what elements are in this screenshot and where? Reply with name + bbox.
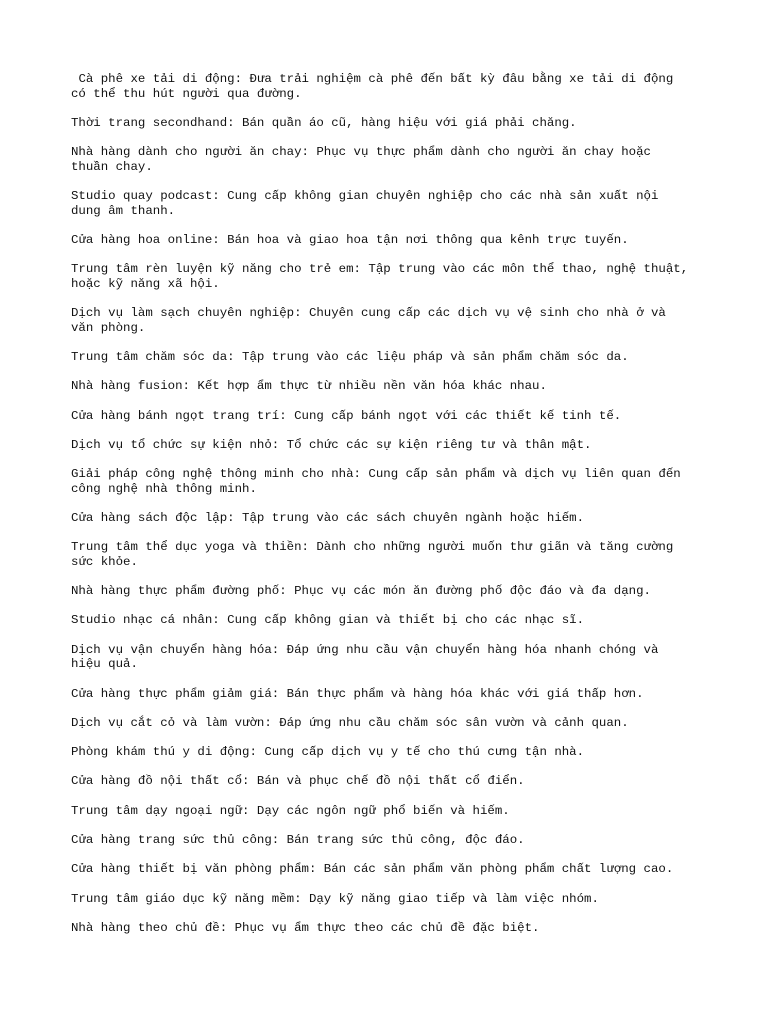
- business-idea-paragraph: Giải pháp công nghệ thông minh cho nhà: Cung cấp sản phẩm và dịch vụ liên quan đến công nghệ nhà thông minh.: [71, 467, 681, 496]
- business-idea-paragraph: Nhà hàng dành cho người ăn chay: Phục vụ thực phẩm dành cho người ăn chay hoặc thuần chay.: [71, 145, 651, 174]
- business-idea-paragraph: Cửa hàng thiết bị văn phòng phẩm: Bán các sản phẩm văn phòng phẩm chất lượng cao.: [71, 862, 674, 877]
- business-idea-paragraph: Cà phê xe tải di động: Đưa trải nghiệm cà phê đến bất kỳ đâu bằng xe tải di động có thể thu hút người qua đường.: [71, 72, 674, 101]
- business-idea-paragraph: Nhà hàng theo chủ đề: Phục vụ ẩm thực theo các chủ đề đặc biệt.: [71, 920, 540, 935]
- business-idea-paragraph: Trung tâm giáo dục kỹ năng mềm: Dạy kỹ năng giao tiếp và làm việc nhóm.: [71, 891, 599, 906]
- business-idea-paragraph: Thời trang secondhand: Bán quần áo cũ, hàng hiệu với giá phải chăng.: [71, 115, 577, 130]
- business-idea-paragraph: Nhà hàng fusion: Kết hợp ẩm thực từ nhiều nền văn hóa khác nhau.: [71, 379, 547, 394]
- business-idea-paragraph: Dịch vụ làm sạch chuyên nghiệp: Chuyên cung cấp các dịch vụ vệ sinh cho nhà ở và văn phòng.: [71, 306, 666, 335]
- business-idea-paragraph: Trung tâm thể dục yoga và thiền: Dành cho những người muốn thư giãn và tăng cường sức khỏe.: [71, 540, 674, 569]
- business-idea-paragraph: Trung tâm rèn luyện kỹ năng cho trẻ em: Tập trung vào các môn thể thao, nghệ thuật, hoặc kỹ năng xã hội.: [71, 262, 689, 291]
- document-body: [71, 72, 711, 950]
- business-idea-paragraph: Trung tâm dạy ngoại ngữ: Dạy các ngôn ngữ phổ biến và hiếm.: [71, 803, 510, 818]
- business-idea-paragraph: Cửa hàng đồ nội thất cổ: Bán và phục chế đồ nội thất cổ điển.: [71, 774, 525, 789]
- business-idea-paragraph: Cửa hàng sách độc lập: Tập trung vào các sách chuyên ngành hoặc hiếm.: [71, 510, 585, 525]
- business-idea-paragraph: Dịch vụ tổ chức sự kiện nhỏ: Tổ chức các sự kiện riêng tư và thân mật.: [71, 437, 592, 452]
- business-idea-paragraph: Studio nhạc cá nhân: Cung cấp không gian và thiết bị cho các nhạc sĩ.: [71, 613, 585, 628]
- business-idea-paragraph: Phòng khám thú y di động: Cung cấp dịch vụ y tế cho thú cưng tận nhà.: [71, 745, 585, 760]
- business-idea-paragraph: Dịch vụ cắt cỏ và làm vườn: Đáp ứng nhu cầu chăm sóc sân vườn và cảnh quan.: [71, 715, 629, 730]
- business-idea-paragraph: Cửa hàng trang sức thủ công: Bán trang sức thủ công, độc đáo.: [71, 832, 525, 847]
- business-idea-paragraph: Nhà hàng thực phẩm đường phố: Phục vụ các món ăn đường phố độc đáo và đa dạng.: [71, 584, 651, 599]
- business-idea-paragraph: Cửa hàng bánh ngọt trang trí: Cung cấp bánh ngọt với các thiết kế tinh tế.: [71, 408, 622, 423]
- business-idea-paragraph: Studio quay podcast: Cung cấp không gian chuyên nghiệp cho các nhà sản xuất nội dung âm thanh.: [71, 189, 659, 218]
- business-idea-paragraph: Cửa hàng hoa online: Bán hoa và giao hoa tận nơi thông qua kênh trực tuyến.: [71, 232, 629, 247]
- business-idea-paragraph: Cửa hàng thực phẩm giảm giá: Bán thực phẩm và hàng hóa khác với giá thấp hơn.: [71, 686, 644, 701]
- business-idea-paragraph: Trung tâm chăm sóc da: Tập trung vào các liệu pháp và sản phẩm chăm sóc da.: [71, 349, 629, 364]
- business-idea-paragraph: Dịch vụ vận chuyển hàng hóa: Đáp ứng nhu cầu vận chuyển hàng hóa nhanh chóng và hiệu quả.: [71, 642, 659, 672]
